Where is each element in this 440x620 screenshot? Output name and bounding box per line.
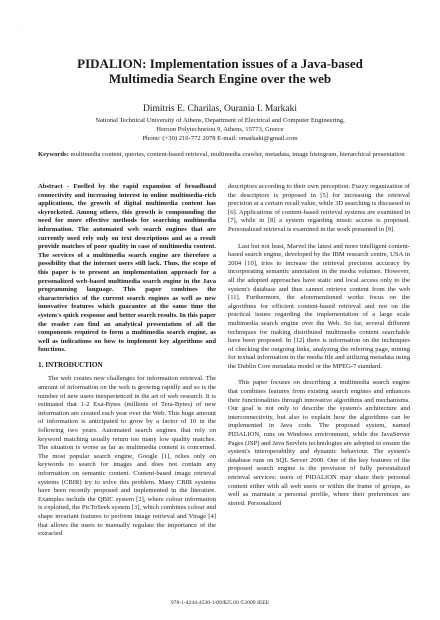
- intro-paragraph-1: The web creates new challenges for information retrieval. The amount of information on the web is growing rapidly and so is the number of new users inexperienced in the art of web research. It is estimated that 1-2 Exa-Bytes (millions of Tera-Bytes) of new information are created each year over the Web. This huge amount of information is anticipated to grow by a factor of 10 in the following two years. Automated search engines that rely on keyword matching usually return too many low quality matches. The situation is worse as far as multimedia content is concerned. The most popular search engine, Google [1], relies only on keywords to search for images and does not contain any information on semantic content. Content-based image retrieval systems (CBIR) try to solve this problem. Many CBIR systems have been recently proposed and implemented in the literature. Examples include the QBIC system [2], where colour information is exploited, the PicToSeek system [3], which combines colour and shape invariant features to perform image retrieval and Virage [4] that allows the users to manually regulate the importance of the extracted: [38, 375, 216, 538]
- abstract: [38, 183, 216, 355]
- paper-title-line-2: Multimedia Search Engine over the web: [108, 71, 332, 86]
- affiliation-line-1: National Technical University of Athens, Department of Electrical and Computer Engineering,: [95, 117, 345, 124]
- left-column: [38, 183, 216, 539]
- abstract-text: Fuelled by the rapid expansion of broadband connectivity and increasing interest in online multimedia-rich applications, the growth of digital multimedia content has skyrocketed. Among others, this growth is compounding the need for more effective methods for searching multimedia information. The automated web search engines that are currently used rely only on text descriptions and as a result provide matches of poor quality in case of multimedia content. The services of a multimedia search engine are therefore a possibility that the internet users still lack. Thus, the scope of this paper is to present an implementation approach for a personalized web-based multimedia search engine in the Java programming language. This paper combines the characteristics of the current search engines as well as new innovative features which guarantee at the same time the system's quick response and better search results. In this paper the reader can find an analytical presentation of all the components required to form a multimedia search engine, as well as indications on how to implement key algorithms and functions.: [38, 183, 216, 354]
- paper-authors: Dimitris E. Charilas, Ourania I. Markaki: [142, 104, 298, 114]
- right-paragraph-2: Last but not least, Marvel the latest and more intelligent content-based search engine, developed by the IBM research centre, USA in 2004 [10], tries to increase the retrieval precision accuracy by incorporating semantic annotation in the media volumes. However, all the adopted approaches have static and local access only to the system's database and thus cannot retrieve content from the web [11]. Furthermore, the aforementioned works focus on the algorithms for efficient content-based retrieval and not on the practical issues regarding the implementation of a large scale multimedia search engine over the Web. So far, several different techniques for making distributed multimedia content searchable have been proposed. In [12] there is information on the techniques of checking the outgoing links, analyzing the referring page, mining for textual information in the media file and utilizing metadata using the Dublin Core metadata model or the MPEG-7 standard.: [228, 242, 410, 370]
- right-paragraph-1: descriptors according to their own perception. Fuzzy organization of the descriptors is proposed in [5] for increasing the retrieval precision at a certain recall value, while 3D searching is discussed in [6]. Applications of content-based retrieval systems are examined in [7], while in [8] a system regarding music access is proposed. Personalized retrieval is examined in the work presented in [9].: [228, 183, 410, 233]
- keywords-text: multimedia content, queries, content-based retrieval, multimedia crawler, metadata, image histogram, hierarchical presentation: [70, 151, 405, 158]
- watermark: ·: [17, 19, 27, 34]
- affiliation-line-2: Heroon Polytechneiou 9, Athens, 15773, Greece: [156, 126, 284, 133]
- abstract-label: Abstract -: [38, 183, 74, 190]
- affiliation-contact: Phone: (+30) 210-772 2078 E-mail: omarkaki@gmail.com: [142, 135, 298, 142]
- paragraph-gap: [228, 371, 410, 379]
- paragraph-gap: [228, 235, 410, 243]
- copyright-footer: 978-1-4244-4530-1/09/$25.00 ©2009 IEEE: [170, 600, 270, 606]
- right-column: [228, 183, 410, 508]
- keywords-label: Keywords:: [38, 151, 69, 158]
- paper-title-line-1: PIDALION: Implementation issues of a Java-based: [77, 56, 363, 71]
- keywords-block: [38, 151, 408, 160]
- section-heading-introduction: 1. INTRODUCTION: [38, 360, 103, 369]
- right-paragraph-3: This paper focuses on describing a multimedia search engine that combines features from existing search engines and enhances their functionalities through innovative algorithms and mechanisms. Our goal is not only to describe the system's architecture and interconnectivity, but also to explain how the algorithms can be implemented in Java code. The proposed system, named PIDALION, runs on Windows environment, while the JavaServer Pages (JSP) and Java Servlets technologies are adopted to ensure the system's interoperability and dynamic behaviour. The system's database runs on SQL Server 2000. One of the key features of the proposed search engine is the provision of fully personalized retrieval services: users of PIDALION may share their personal content either with all web users or within the frame of groups, as well as maintain a personal profile, where their preferences are stored. Personalized: [228, 379, 410, 507]
